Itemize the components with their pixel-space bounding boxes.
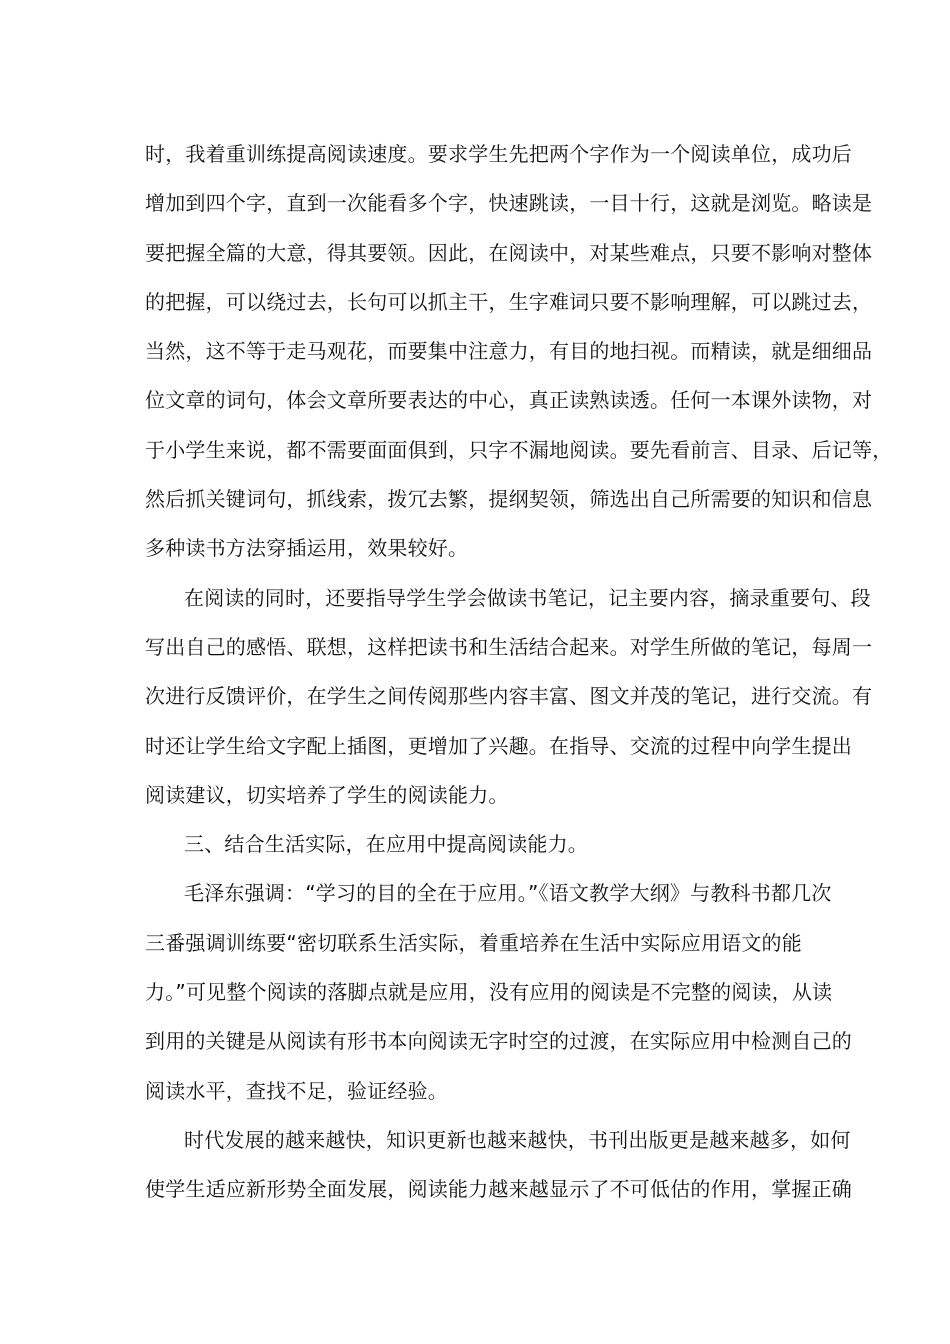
- text-line: 三番强调训练要“密切联系生活实际，着重培养在生活中实际应用语文的能: [145, 930, 802, 955]
- text-line: 写出自己的感悟、联想，这样把读书和生活结合起来。对学生所做的笔记，每周一: [145, 634, 873, 659]
- paragraph-start-line: 毛泽东强调：“学习的目的全在于应用。”《语文教学大纲》与教科书都几次: [184, 881, 832, 906]
- text-line: 位文章的词句，体会文章所要表达的中心，真正读熟读透。任何一本课外读物，对: [145, 388, 873, 413]
- paragraph-start-line: 在阅读的同时，还要指导学生学会做读书笔记，记主要内容，摘录重要句、段: [184, 585, 871, 610]
- text-line: 然后抓关键词句，抓线索，拨冗去繁，提纲契领，筛选出自己所需要的知识和信息: [145, 487, 873, 512]
- text-line: 于小学生来说，都不需要面面俱到，只字不漏地阅读。要先看前言、目录、后记等，: [145, 437, 893, 462]
- text-line: 力。”可见整个阅读的落脚点就是应用，没有应用的阅读是不完整的阅读，从读: [145, 980, 833, 1005]
- text-line: 时，我着重训练提高阅读速度。要求学生先把两个字作为一个阅读单位，成功后: [145, 142, 852, 166]
- text-line: 的把握，可以绕过去，长句可以抓主干，生字难词只要不影响理解，可以跳过去，: [145, 289, 873, 314]
- text-line: 阅读水平，查找不足，验证经验。: [145, 1078, 448, 1103]
- text-line: 当然，这不等于走马观花，而要集中注意力，有目的地扫视。而精读，就是细细品: [145, 339, 873, 364]
- text-line: 到用的关键是从阅读有形书本向阅读无字时空的过渡，在实际应用中检测自己的: [145, 1029, 852, 1054]
- text-line: 阅读建议，切实培养了学生的阅读能力。: [145, 782, 509, 807]
- section-heading: 三、结合生活实际，在应用中提高阅读能力。: [184, 832, 588, 857]
- paragraph-start-line: 时代发展的越来越快，知识更新也越来越快，书刊出版更是越来越多，如何: [184, 1127, 851, 1152]
- text-line: 增加到四个字，直到一次能看多个字，快速跳读，一目十行，这就是浏览。略读是: [145, 191, 873, 216]
- text-line: 要把握全篇的大意，得其要领。因此，在阅读中，对某些难点，只要不影响对整体: [145, 240, 873, 265]
- text-line: 次进行反馈评价，在学生之间传阅那些内容丰富、图文并茂的笔记，进行交流。有: [145, 684, 873, 709]
- body-text: [145, 130, 893, 1215]
- text-line: 使学生适应新形势全面发展，阅读能力越来越显示了不可低估的作用，掌握正确: [145, 1177, 852, 1202]
- text-line: 时还让学生给文字配上插图，更增加了兴趣。在指导、交流的过程中向学生提出: [145, 733, 852, 758]
- text-line: 多种读书方法穿插运用，效果较好。: [145, 536, 469, 561]
